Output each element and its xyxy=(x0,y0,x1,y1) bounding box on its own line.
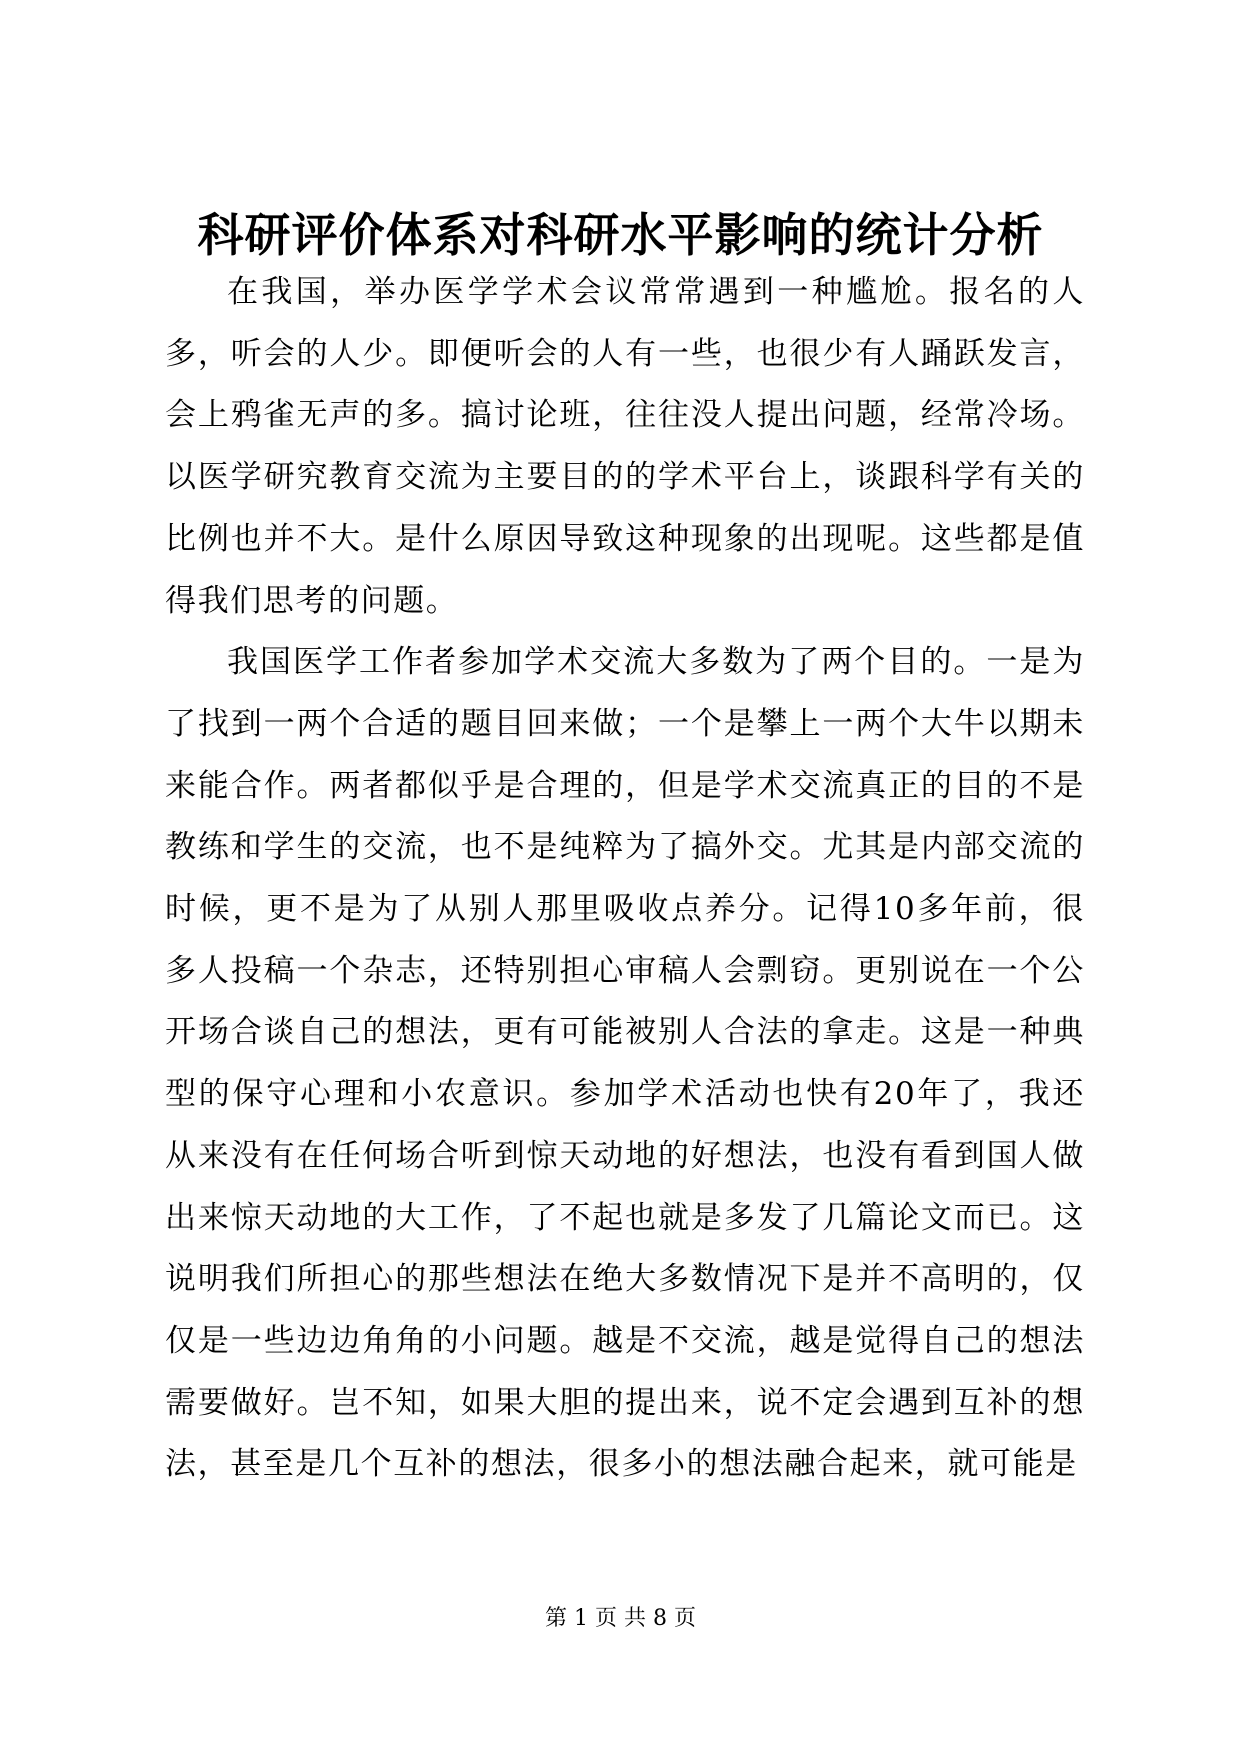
document-title: 科研评价体系对科研水平影响的统计分析 xyxy=(197,208,1044,262)
paragraph-2: 我国医学工作者参加学术交流大多数为了两个目的。一是为了找到一两个合适的题目回来做；一个是攀上一两个大牛以期未来能合作。两者都似乎是合理的，但是学术交流真正的目的不是教练和学生的交流，也不是纯粹为了搞外交。尤其是内部交流的时候，更不是为了从别人那里吸收点养分。记得10多年前，很多人投稿一个杂志，还特别担心审稿人会剽窃。更别说在一个公开场合谈自己的想法，更有可能被别人合法的拿走。这是一种典型的保守心理和小农意识。参加学术活动也快有20年了，我还从来没有在任何场合听到惊天动地的好想法，也没有看到国人做出来惊天动地的大工作，了不起也就是多发了几篇论文而已。这说明我们所担心的那些想法在绝大多数情况下是并不高明的，仅仅是一些边边角角的小问题。越是不交流，越是觉得自己的想法需要做好。岂不知，如果大胆的提出来，说不定会遇到互补的想法，甚至是几个互补的想法，很多小的想法融合起来，就可能是 xyxy=(165,644,1085,1483)
paragraph-1: 在我国，举办医学学术会议常常遇到一种尴尬。报名的人多，听会的人少。即便听会的人有一些，也很少有人踊跃发言，会上鸦雀无声的多。搞讨论班，往往没人提出问题，经常冷场。以医学研究教育交流为主要目的的学术平台上，谈跟科学有关的比例也并不大。是什么原因导致这种现象的出现呢。这些都是值得我们思考的问题。 xyxy=(165,274,1085,619)
document-body xyxy=(165,262,1085,1496)
page-footer: 第 1 页 共 8 页 xyxy=(545,1606,696,1631)
